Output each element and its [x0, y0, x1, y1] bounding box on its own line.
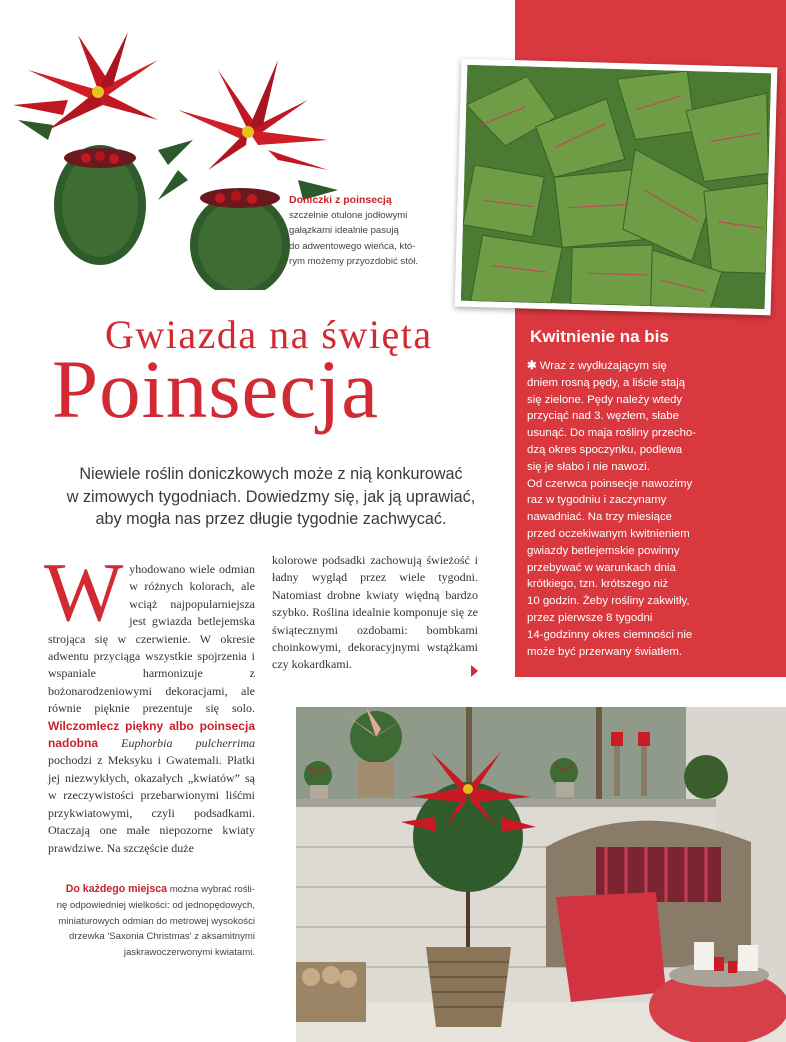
lead-line: Niewiele roślin doniczkowych może z nią konkurować	[79, 465, 463, 483]
sidebar-line: się je słabo i nie nawozi.	[527, 460, 650, 473]
side-note-line: drzewka 'Saxonia Christmas' z aksamitnymi	[68, 931, 255, 943]
sidebar-line: dzą okres spoczynku, podlewa	[527, 443, 683, 456]
caption-top-line: do adwentowego wieńca, któ-	[289, 240, 416, 252]
caption-top-line: rym możemy przyozdobić stół.	[289, 255, 419, 267]
sidebar-line: może być przerwany światłem.	[527, 645, 683, 658]
sidebar-line: nawadniać. Na trzy miesiące	[527, 511, 672, 524]
side-note-title: Do każdego miejsca	[65, 883, 168, 895]
sidebar-line: 10 godzin. Żeby rośliny zakwitły,	[527, 595, 690, 608]
article-text: yhodowano wiele odmian w różnych kolorach, ale wciąż najpopularniejsza jest gwiazda betlejemska strojąca się w czerwienie. W okresie adwentu przyciąga wszystkie spojrzenia i wspaniale harmonizuje z bożonarodzeniowymi dekoracjami, ale równie pięknie prezentuje się solo.	[48, 562, 255, 716]
sidebar-line: Od czerwca poinsecje nawozimy	[527, 477, 693, 490]
caption-top	[289, 193, 439, 269]
article-column-2	[272, 552, 478, 674]
article-text: pochodzi z Meksyku i Gwatemali. Płatki jej niezwykłych, okazałych „kwiatów” są w rzeczywistości przebarwionymi liśćmi przykwiatowymi, czyli podsadkami. Otaczają one małe niepozorne kwiaty prawdziwe. Na szczęście duże	[48, 753, 255, 855]
winter-garden-photo	[296, 707, 786, 1042]
side-note	[52, 882, 255, 961]
sidebar-line: przyciąć nad 3. węzłem, słabe	[527, 410, 679, 423]
article-column-1	[44, 546, 255, 857]
lead-line: aby mogła nas przez długie tygodnie zachwycać.	[95, 510, 447, 528]
continue-arrow-icon	[471, 665, 478, 677]
sidebar-title: Kwitnienie na bis	[530, 327, 669, 346]
lead-line: w zimowych tygodniach. Dowiedzmy się, jak ją uprawiać,	[66, 487, 476, 506]
sidebar-line: gwiazdy betlejemskie powinny	[527, 544, 680, 557]
side-note-line: miniaturowych odmian do metrowej wysokości	[58, 915, 255, 927]
article-highlight: Wilczomlecz piękny albo poinsecja nadobna	[48, 718, 255, 751]
caption-top-title: Doniczki z poinsecją	[289, 194, 392, 206]
sidebar-line: krótkiego, tzn. krótszego niż	[527, 578, 669, 591]
sidebar-line: Wraz z wydłużającym się	[539, 360, 667, 372]
side-note-line: nę odpowiedniej wielkości: od jednopędowych,	[56, 899, 255, 911]
article-text: kolorowe podsadki zachowują świeżość i ładny wygląd przez wiele tygodni. Natomiast drobne kwiaty więdną bardzo szybko. Roślina idealnie komponuje się ze świątecznymi ozdobami: bombkami choinkowymi, dekoracyjnymi wstążkami czy kokardkami.	[272, 553, 478, 672]
caption-top-line: gałązkami idealnie pasują	[289, 225, 399, 237]
side-note-line: można wybrać rośli-	[169, 884, 255, 895]
sidebar-line: przebywać w warunkach dnia	[527, 561, 676, 574]
caption-top-line: szczelnie otulone jodłowymi	[289, 210, 408, 222]
asterisk-icon: ✱	[527, 360, 537, 372]
sidebar-line: 14-godzinny okres ciemności nie	[527, 628, 693, 641]
lead-paragraph	[40, 463, 502, 531]
poinsettia-leaves-photo	[455, 59, 778, 316]
sidebar-line: przez pierwsze 8 tygodni	[527, 611, 653, 624]
sidebar-body	[527, 358, 767, 660]
drop-cap: W	[44, 546, 124, 639]
side-note-line: jaskrawoczerwonymi kwiatami.	[123, 947, 255, 959]
sidebar-line: raz w tygodniu i zaczynamy	[527, 494, 667, 507]
sidebar-line: usunąć. Do maja rośliny przecho-	[527, 427, 697, 440]
article-title: Poinsecja	[52, 343, 380, 435]
sidebar-line: dniem rosną pędy, a liście stają	[527, 376, 686, 389]
sidebar-line: przed oczekiwanym kwitnieniem	[527, 527, 690, 540]
article-kicker: Gwiazda na święta	[105, 312, 433, 357]
sidebar-line: się zielone. Pędy należy wtedy	[527, 393, 683, 406]
latin-name: Euphorbia pulcherrima	[121, 736, 255, 751]
